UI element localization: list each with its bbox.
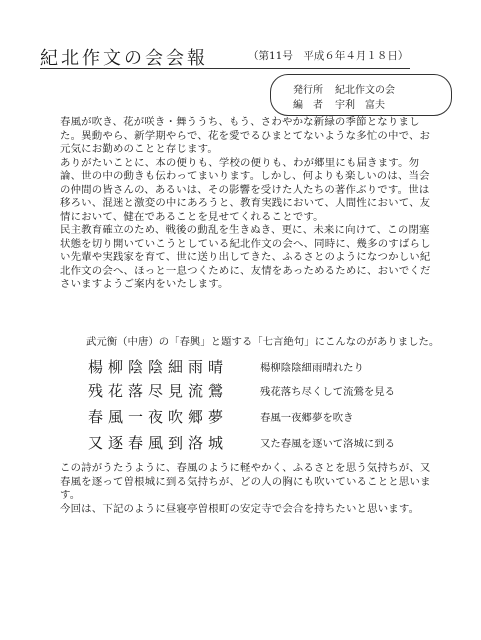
publisher-label: 発行所 xyxy=(293,85,323,96)
poem-reading: 楊柳陰陰細雨晴れたり xyxy=(260,362,364,374)
poem-kanshi: 又逐春風到洛城 xyxy=(88,434,229,452)
poem-kanshi: 残花落尽見流鶯 xyxy=(88,382,229,400)
editor-name: 宇利 富夫 xyxy=(335,100,385,111)
editor-line xyxy=(293,96,385,111)
body-paragraph-1: 春風が吹き、花が咲き・舞ううち、もう、さわやかな新緑の季節となりました。異動やら、新学期やらで、花を愛でるひまとてないような多忙の中で、お元気にお勤めのことと存じます。 xyxy=(60,116,431,155)
poem-intro: 武元衡（中唐）の「春興」と題する「七言絶句」にこんなのがありました。 xyxy=(86,336,440,348)
closing-section xyxy=(60,462,436,516)
letter-body xyxy=(60,116,432,292)
masthead xyxy=(40,44,450,69)
poem-line xyxy=(88,432,448,454)
poem-kanshi: 春風一夜吹郷夢 xyxy=(88,408,229,426)
issue-info: （第11号 平成６年４月１８日） xyxy=(248,50,409,62)
publisher-box xyxy=(270,74,452,116)
closing-paragraph-1: この詩がうたうように、春風のように軽やかく、ふるさとを思う気持ちが、又春風を逐って曽根城に到る気持ちが、どの人の胸にも吹いていることと思います。 xyxy=(60,462,431,501)
newsletter-title: 紀北作文の会会報 xyxy=(40,48,208,69)
publisher-line xyxy=(293,81,395,96)
body-paragraph-2: ありがたいことに、本の便りも、学校の便りも、わが郷里にも届きます。勿論、世の中の動きも伝わってまいります。しかし、何よりも楽しいのは、当会の仲間の皆さんの、あるいは、その影響を受けた人たちの著作ぶりです。世は移ろい、混迷と激変の中にあろうと、教育実践において、人間性において、友情において、健在であることを見せてくれることです。 xyxy=(60,156,431,223)
body-paragraph-3: 民主教育確立のため、戦後の動乱を生きぬき、更に、未来に向けて、この閉塞状態を切り開いていこうとしている紀北作文の会へ、同時に、幾多のすばらしい先輩や実践家を育て、世に送り出してきた、ふるさとのようになつかしい紀北作文の会へ、ほっと一息つくために、友情をあっためるために、おいでくださいますようご案内をいたします。 xyxy=(60,224,431,290)
editor-label: 編 者 xyxy=(293,100,323,111)
poem-line xyxy=(88,356,448,378)
poem-reading: 残花落ち尽くして流鶯を見る xyxy=(260,386,396,398)
poem-kanshi: 楊柳陰陰細雨晴 xyxy=(88,358,229,376)
title-underline xyxy=(40,68,410,69)
poem-line xyxy=(88,380,448,402)
poem-reading: 春風一夜郷夢を吹き xyxy=(260,412,354,424)
closing-paragraph-2: 今回は、下記のように昼寝亭曽根町の安定寺で会合を持ちたいと思います。 xyxy=(60,502,420,515)
poem-line xyxy=(88,406,448,428)
publisher-name: 紀北作文の会 xyxy=(335,85,395,96)
poem-reading: 又た春風を逐いて洛城に到る xyxy=(260,438,396,450)
